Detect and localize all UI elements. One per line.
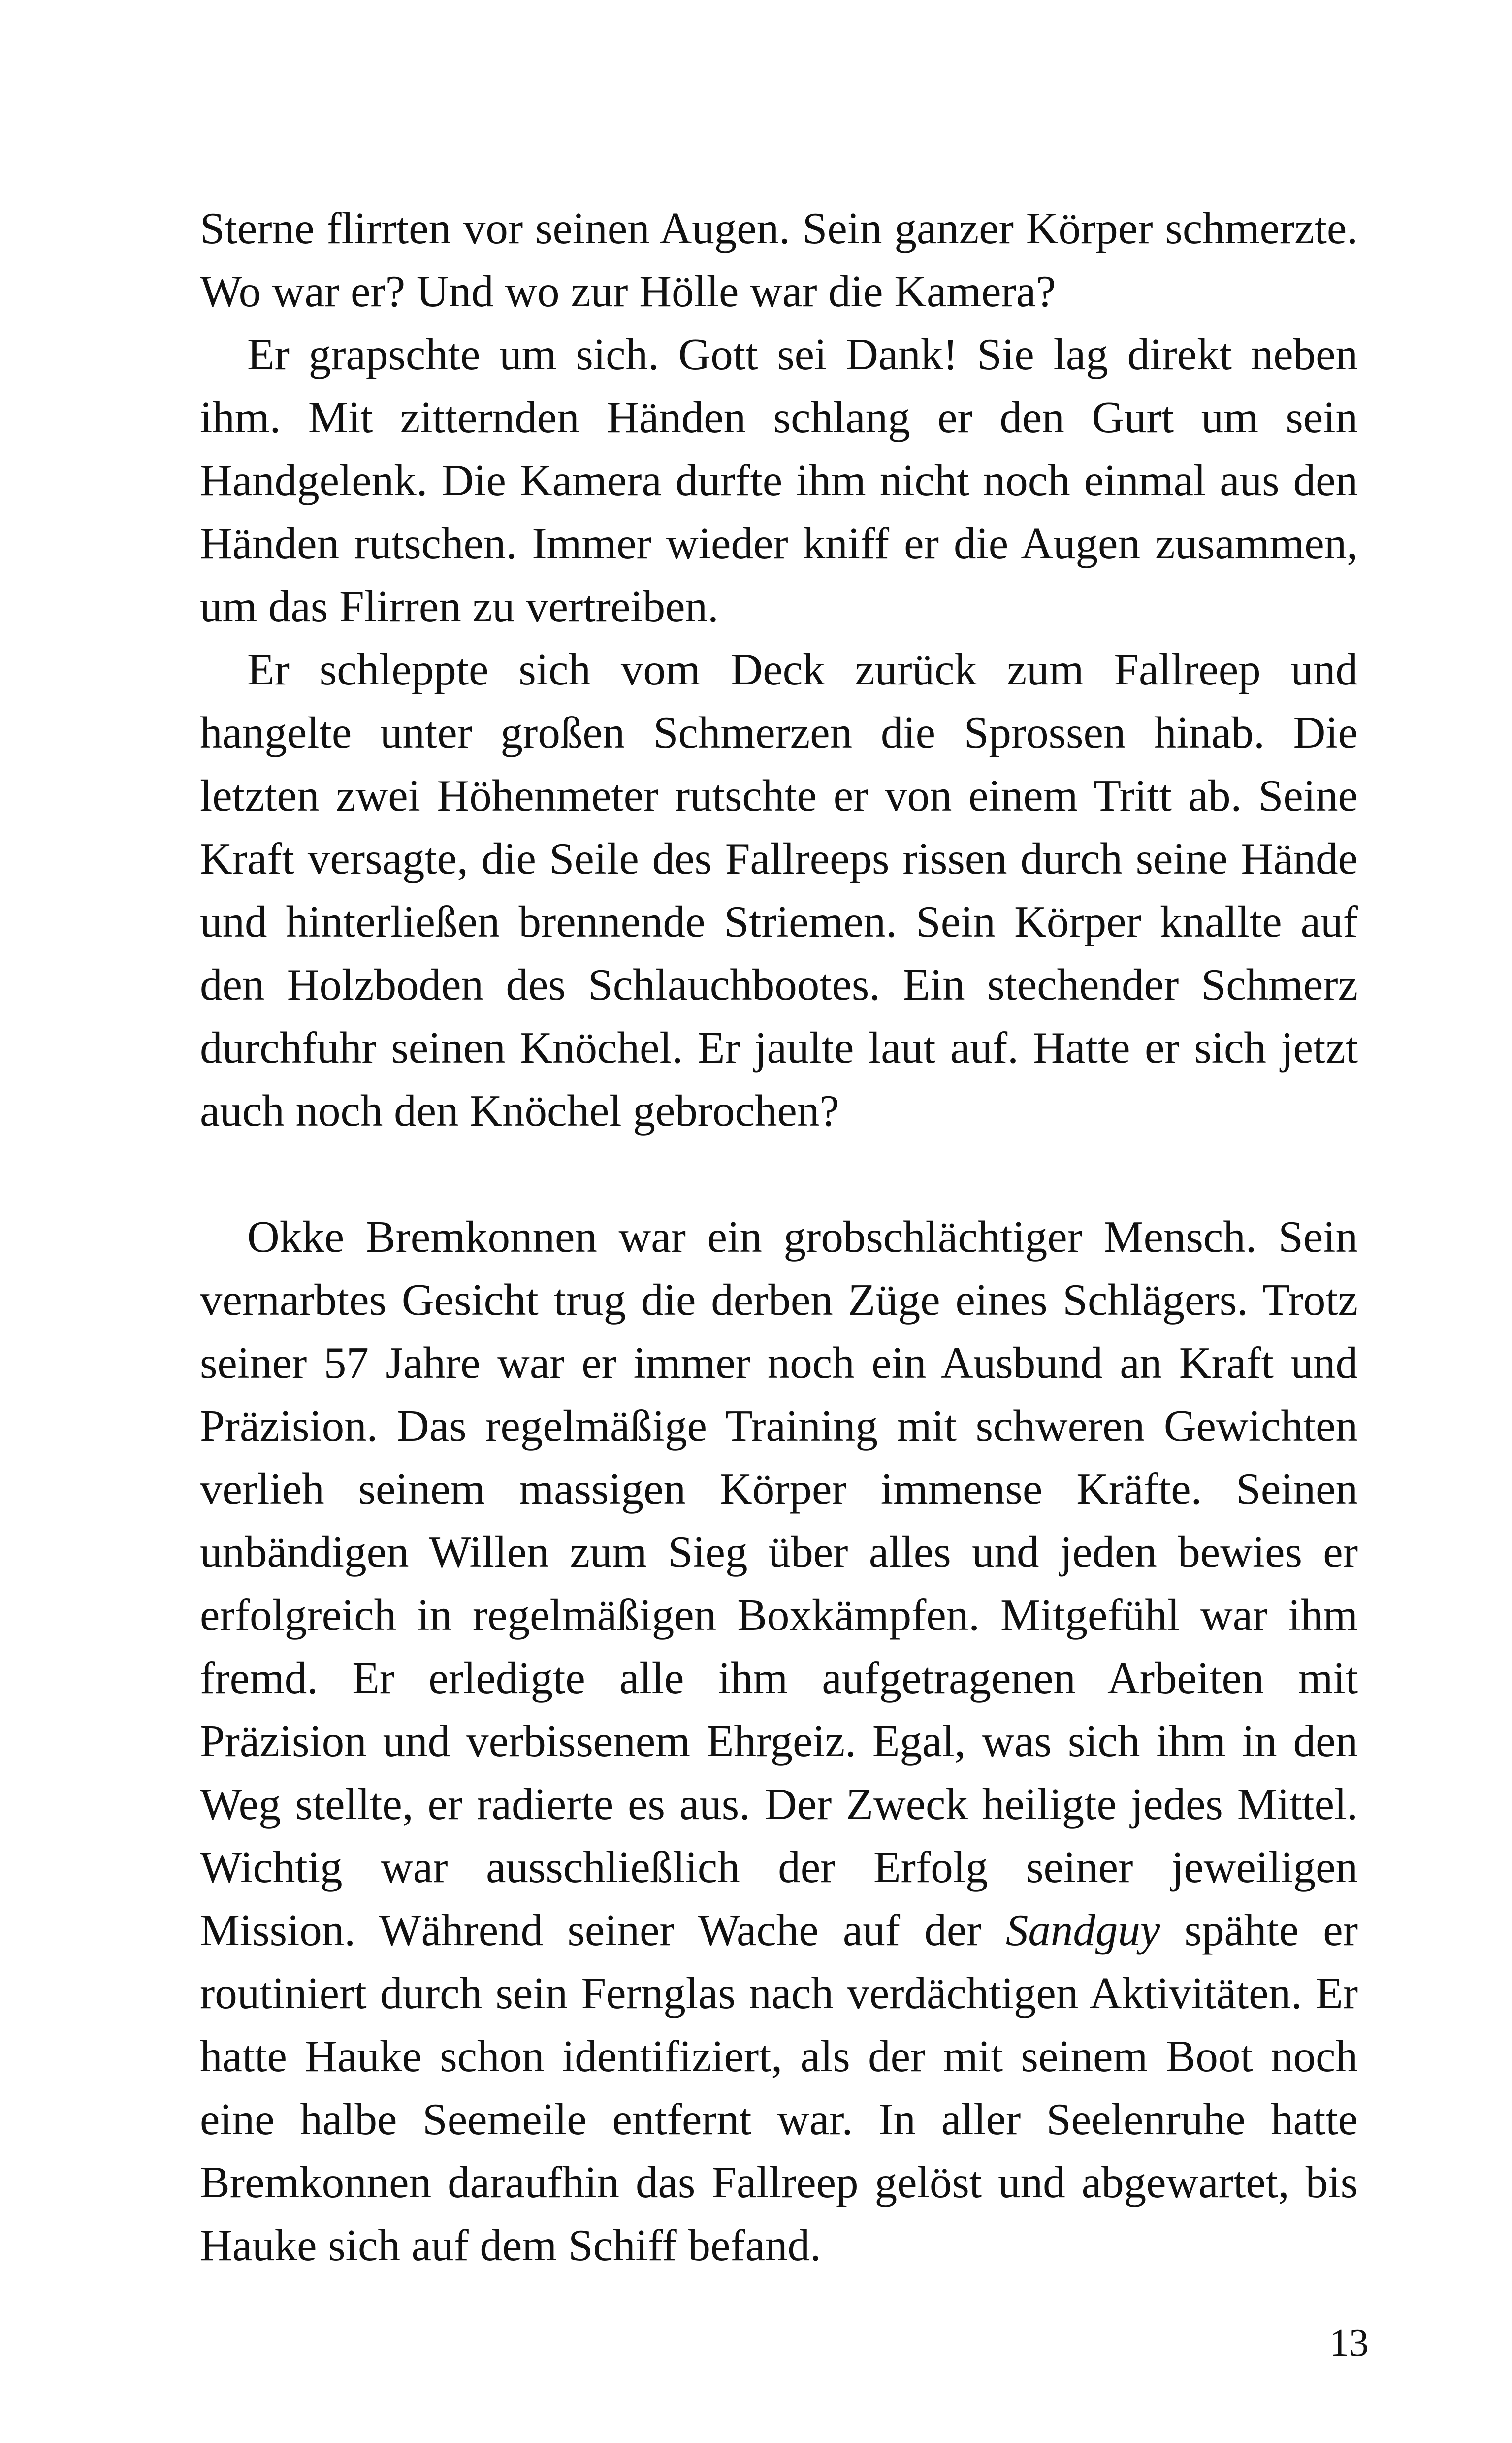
text-line: Wo war er? Und wo zur Hölle war die Kamera? <box>200 266 1056 316</box>
text-line: hatte Hauke schon identifiziert, als der mit seinem Boot noch <box>200 2031 1358 2081</box>
text-line: Bremkonnen daraufhin das Fallreep gelöst und abgewartet, bis <box>200 2157 1358 2207</box>
text-line: routiniert durch sein Fernglas nach verdächtigen Aktivitäten. Er <box>200 1968 1358 2018</box>
text-line: fremd. Er erledigte alle ihm aufgetragenen Arbeiten mit <box>200 1653 1358 1703</box>
text-line: erfolgreich in regelmäßigen Boxkämpfen. Mitgefühl war ihm <box>200 1590 1358 1640</box>
paragraph <box>200 1205 1358 2277</box>
text-line: auch noch den Knöchel gebrochen? <box>200 1086 839 1136</box>
text-line: unbändigen Willen zum Sieg über alles und jeden bewies er <box>200 1527 1358 1577</box>
page-number: 13 <box>1329 2321 1369 2365</box>
text-line: verlieh seinem massigen Körper immense Kräfte. Seinen <box>200 1464 1358 1514</box>
text-line: Sterne flirrten vor seinen Augen. Sein ganzer Körper schmerzte. <box>200 203 1358 253</box>
text-line: Präzision und verbissenem Ehrgeiz. Egal, was sich ihm in den <box>200 1716 1358 1766</box>
text-line: vernarbtes Gesicht trug die derben Züge eines Schlägers. Trotz <box>200 1275 1358 1325</box>
text-line: Hauke sich auf dem Schiff befand. <box>200 2220 821 2270</box>
text-line: Präzision. Das regelmäßige Training mit schweren Gewichten <box>200 1401 1358 1451</box>
text-line: Okke Bremkonnen war ein grobschlächtiger Mensch. Sein <box>247 1212 1358 1262</box>
text-line <box>200 1899 1358 1962</box>
paragraph <box>200 638 1358 1205</box>
italic-ship-name: Sandguy <box>1005 1905 1160 1955</box>
text-line: Weg stellte, er radierte es aus. Der Zweck heiligte jedes Mittel. <box>200 1779 1358 1829</box>
text-line: Er grapschte um sich. Gott sei Dank! Sie lag direkt neben <box>247 329 1358 379</box>
book-page-text <box>200 197 1358 2277</box>
text-segment: Mission. Während seiner Wache auf der <box>200 1905 1006 1955</box>
text-line: hangelte unter großen Schmerzen die Sprossen hinab. Die <box>200 708 1358 757</box>
text-line: Er schleppte sich vom Deck zurück zum Fallreep und <box>247 645 1358 694</box>
text-line: Wichtig war ausschließlich der Erfolg seiner jeweiligen <box>200 1842 1358 1892</box>
text-line: eine halbe Seemeile entfernt war. In aller Seelenruhe hatte <box>200 2094 1358 2144</box>
text-line: und hinterließen brennende Striemen. Sein Körper knallte auf <box>200 897 1358 946</box>
text-line: seiner 57 Jahre war er immer noch ein Ausbund an Kraft und <box>200 1338 1358 1388</box>
text-line: Handgelenk. Die Kamera durfte ihm nicht noch einmal aus den <box>200 456 1358 505</box>
blank-line <box>200 1142 1358 1205</box>
paragraph <box>200 323 1358 638</box>
text-line: durchfuhr seinen Knöchel. Er jaulte laut auf. Hatte er sich jetzt <box>200 1023 1358 1073</box>
text-segment: spähte er <box>1160 1905 1358 1955</box>
text-line: Kraft versagte, die Seile des Fallreeps rissen durch seine Hände <box>200 834 1358 883</box>
text-line: letzten zwei Höhenmeter rutschte er von einem Tritt ab. Seine <box>200 771 1358 820</box>
text-line: ihm. Mit zitternden Händen schlang er den Gurt um sein <box>200 392 1358 442</box>
text-line: den Holzboden des Schlauchbootes. Ein stechender Schmerz <box>200 960 1358 1010</box>
paragraph <box>200 197 1358 323</box>
text-line: Händen rutschen. Immer wieder kniff er die Augen zusammen, <box>200 519 1358 568</box>
text-line: um das Flirren zu vertreiben. <box>200 582 719 631</box>
